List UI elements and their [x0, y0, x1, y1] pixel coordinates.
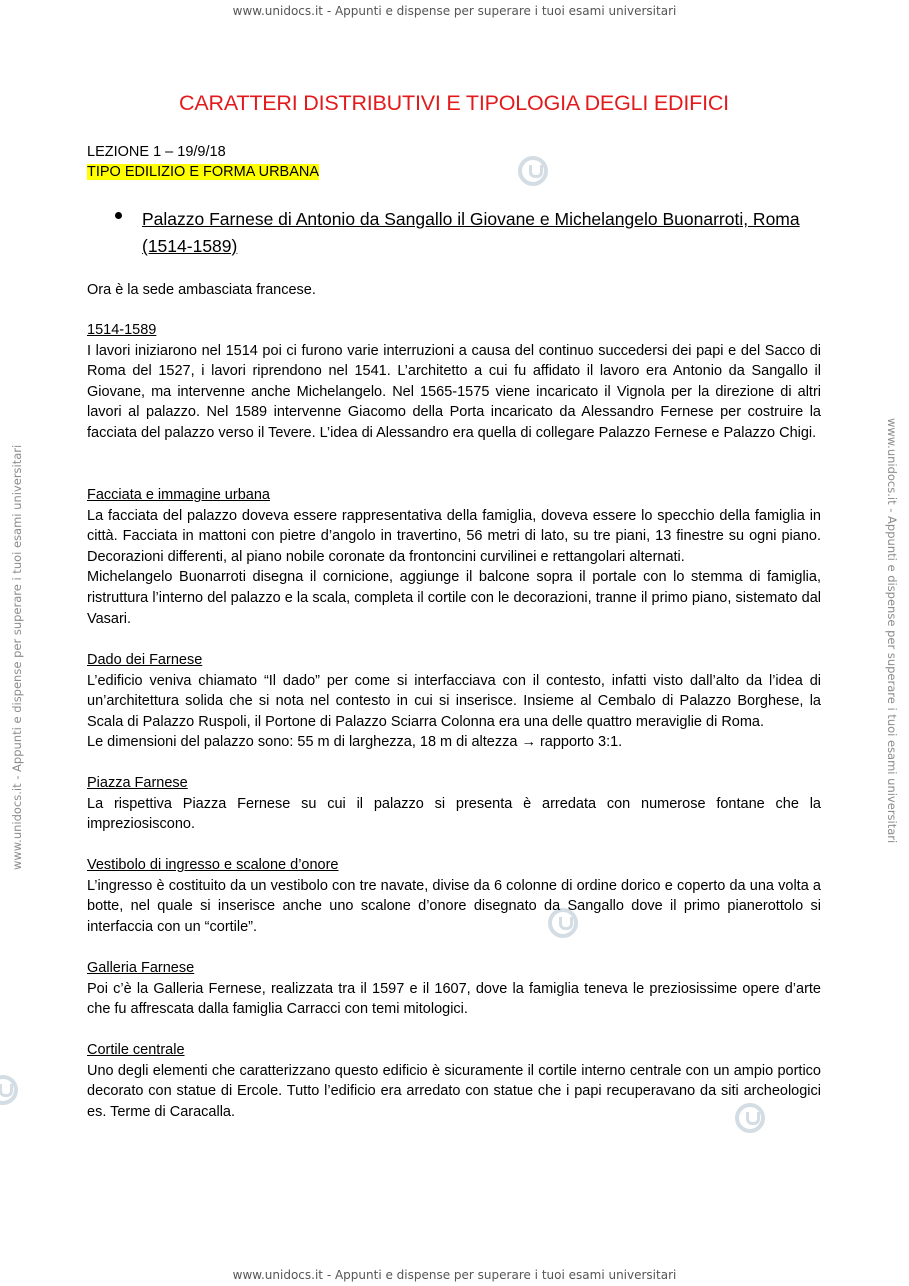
- section-heading: Cortile centrale: [87, 1042, 185, 1058]
- section-piazza: [87, 773, 821, 835]
- page-title: CARATTERI DISTRIBUTIVI E TIPOLOGIA DEGLI EDIFICI: [179, 91, 729, 115]
- watermark-left: www.unidocs.it - Appunti e dispense per superare i tuoi esami universitari: [10, 444, 24, 870]
- intro-text: Ora è la sede ambasciata francese.: [87, 282, 316, 298]
- section-heading: Vestibolo di ingresso e scalone d’onore: [87, 857, 339, 873]
- section-heading: Facciata e immagine urbana: [87, 487, 270, 503]
- section-heading: Galleria Farnese: [87, 960, 195, 976]
- section-facade: [87, 485, 821, 629]
- section-paragraph: L’ingresso è costituito da un vestibolo con tre navate, divise da 6 colonne di ordine dorico e coperto da una volta a botte, nel quale si inserisce anche uno scalone d’onore disegnato da Sangallo dove il primo pianerottolo si interfaccia con un “cortile”.: [87, 877, 821, 935]
- unidocs-logo-icon: [518, 156, 548, 186]
- section-paragraph: Le dimensioni del palazzo sono: 55 m di larghezza, 18 m di altezza → rapporto 3:1.: [87, 734, 623, 751]
- section-heading: Dado dei Farnese: [87, 652, 203, 668]
- section-vestibolo: [87, 855, 821, 937]
- section-paragraph: L’edificio veniva chiamato “Il dado” per come si interfacciava con il contesto, infatti visto dall’alto da l’idea di un’architettura solida che si nota nel contesto in cui si inserisce. Insieme al Cembalo di Palazzo Borghese, la Scala di Palazzo Ruspoli, il Portone di Palazzo Sciarra Colonna era una delle quattro meraviglie di Roma.: [87, 672, 821, 730]
- highlighted-subheading: TIPO EDILIZIO E FORMA URBANA: [87, 164, 320, 180]
- watermark-top[interactable]: www.unidocs.it - Appunti e dispense per superare i tuoi esami universitari: [232, 4, 677, 18]
- section-heading: Piazza Farnese: [87, 775, 188, 791]
- section-paragraph: Poi c’è la Galleria Fernese, realizzata tra il 1597 e il 1607, dove la famiglia teneva le preziosissime opere d’arte che fu affrescata dalla famiglia Carracci con temi mitologici.: [87, 980, 821, 1018]
- unidocs-logo-icon: [0, 1075, 18, 1105]
- lesson-label: LEZIONE 1 – 19/9/18: [87, 144, 226, 160]
- section-paragraph: Uno degli elementi che caratterizzano questo edificio è sicuramente il cortile interno centrale con un ampio portico decorato con statue di Ercole. Tutto l’edificio era arredato con statue che i papi recuperavano da siti archeologici es. Terme di Caracalla.: [87, 1062, 821, 1120]
- section-heading: 1514-1589: [87, 322, 157, 338]
- section-history: [87, 320, 821, 444]
- bullet-icon: [115, 212, 122, 219]
- section-dado: [87, 650, 821, 753]
- watermark-right: www.unidocs.it - Appunti e dispense per superare i tuoi esami universitari: [885, 418, 899, 844]
- bullet-heading: Palazzo Farnese di Antonio da Sangallo il Giovane e Michelangelo Buonarroti, Roma (1514-1589): [142, 209, 800, 256]
- section-paragraph: La facciata del palazzo doveva essere rappresentativa della famiglia, doveva essere lo specchio della famiglia in città. Facciata in mattoni con pietre d’angolo in travertino, 56 metri di lato, su tre piani, 13 finestre su ogni piano. Decorazioni differenti, al piano nobile coronate da frontoncini curvilinei e rettangolari alternati.: [87, 507, 821, 565]
- watermark-bottom[interactable]: www.unidocs.it - Appunti e dispense per superare i tuoi esami universitari: [232, 1268, 677, 1282]
- section-paragraph: Michelangelo Buonarroti disegna il cornicione, aggiunge il balcone sopra il portale con lo stemma di famiglia, ristruttura l’interno del palazzo e la scala, completa il cortile con le decorazioni, tranne il primo piano, sistemato dal Vasari.: [87, 569, 821, 627]
- section-paragraph: I lavori iniziarono nel 1514 poi ci furono varie interruzioni a causa del continuo succedersi dei papi e del Sacco di Roma del 1527, i lavori riprendono nel 1541. L’architetto a cui fu affidato il lavoro era Antonio da Sangallo il Giovane, ma intervenne anche Michelangelo. Nel 1565-1575 viene incaricato il Vignola per la direzione di altri lavori al palazzo. Nel 1589 intervenne Giacomo della Porta incaricato da Alessandro Fernese per costruire la facciata del palazzo verso il Tevere. L’idea di Alessandro era quella di collegare Palazzo Fernese e Palazzo Chigi.: [87, 342, 821, 441]
- section-galleria: [87, 958, 821, 1020]
- section-paragraph: La rispettiva Piazza Fernese su cui il palazzo si presenta è arredata con numerose fontane che la impreziosiscono.: [87, 795, 821, 833]
- section-cortile: [87, 1040, 821, 1122]
